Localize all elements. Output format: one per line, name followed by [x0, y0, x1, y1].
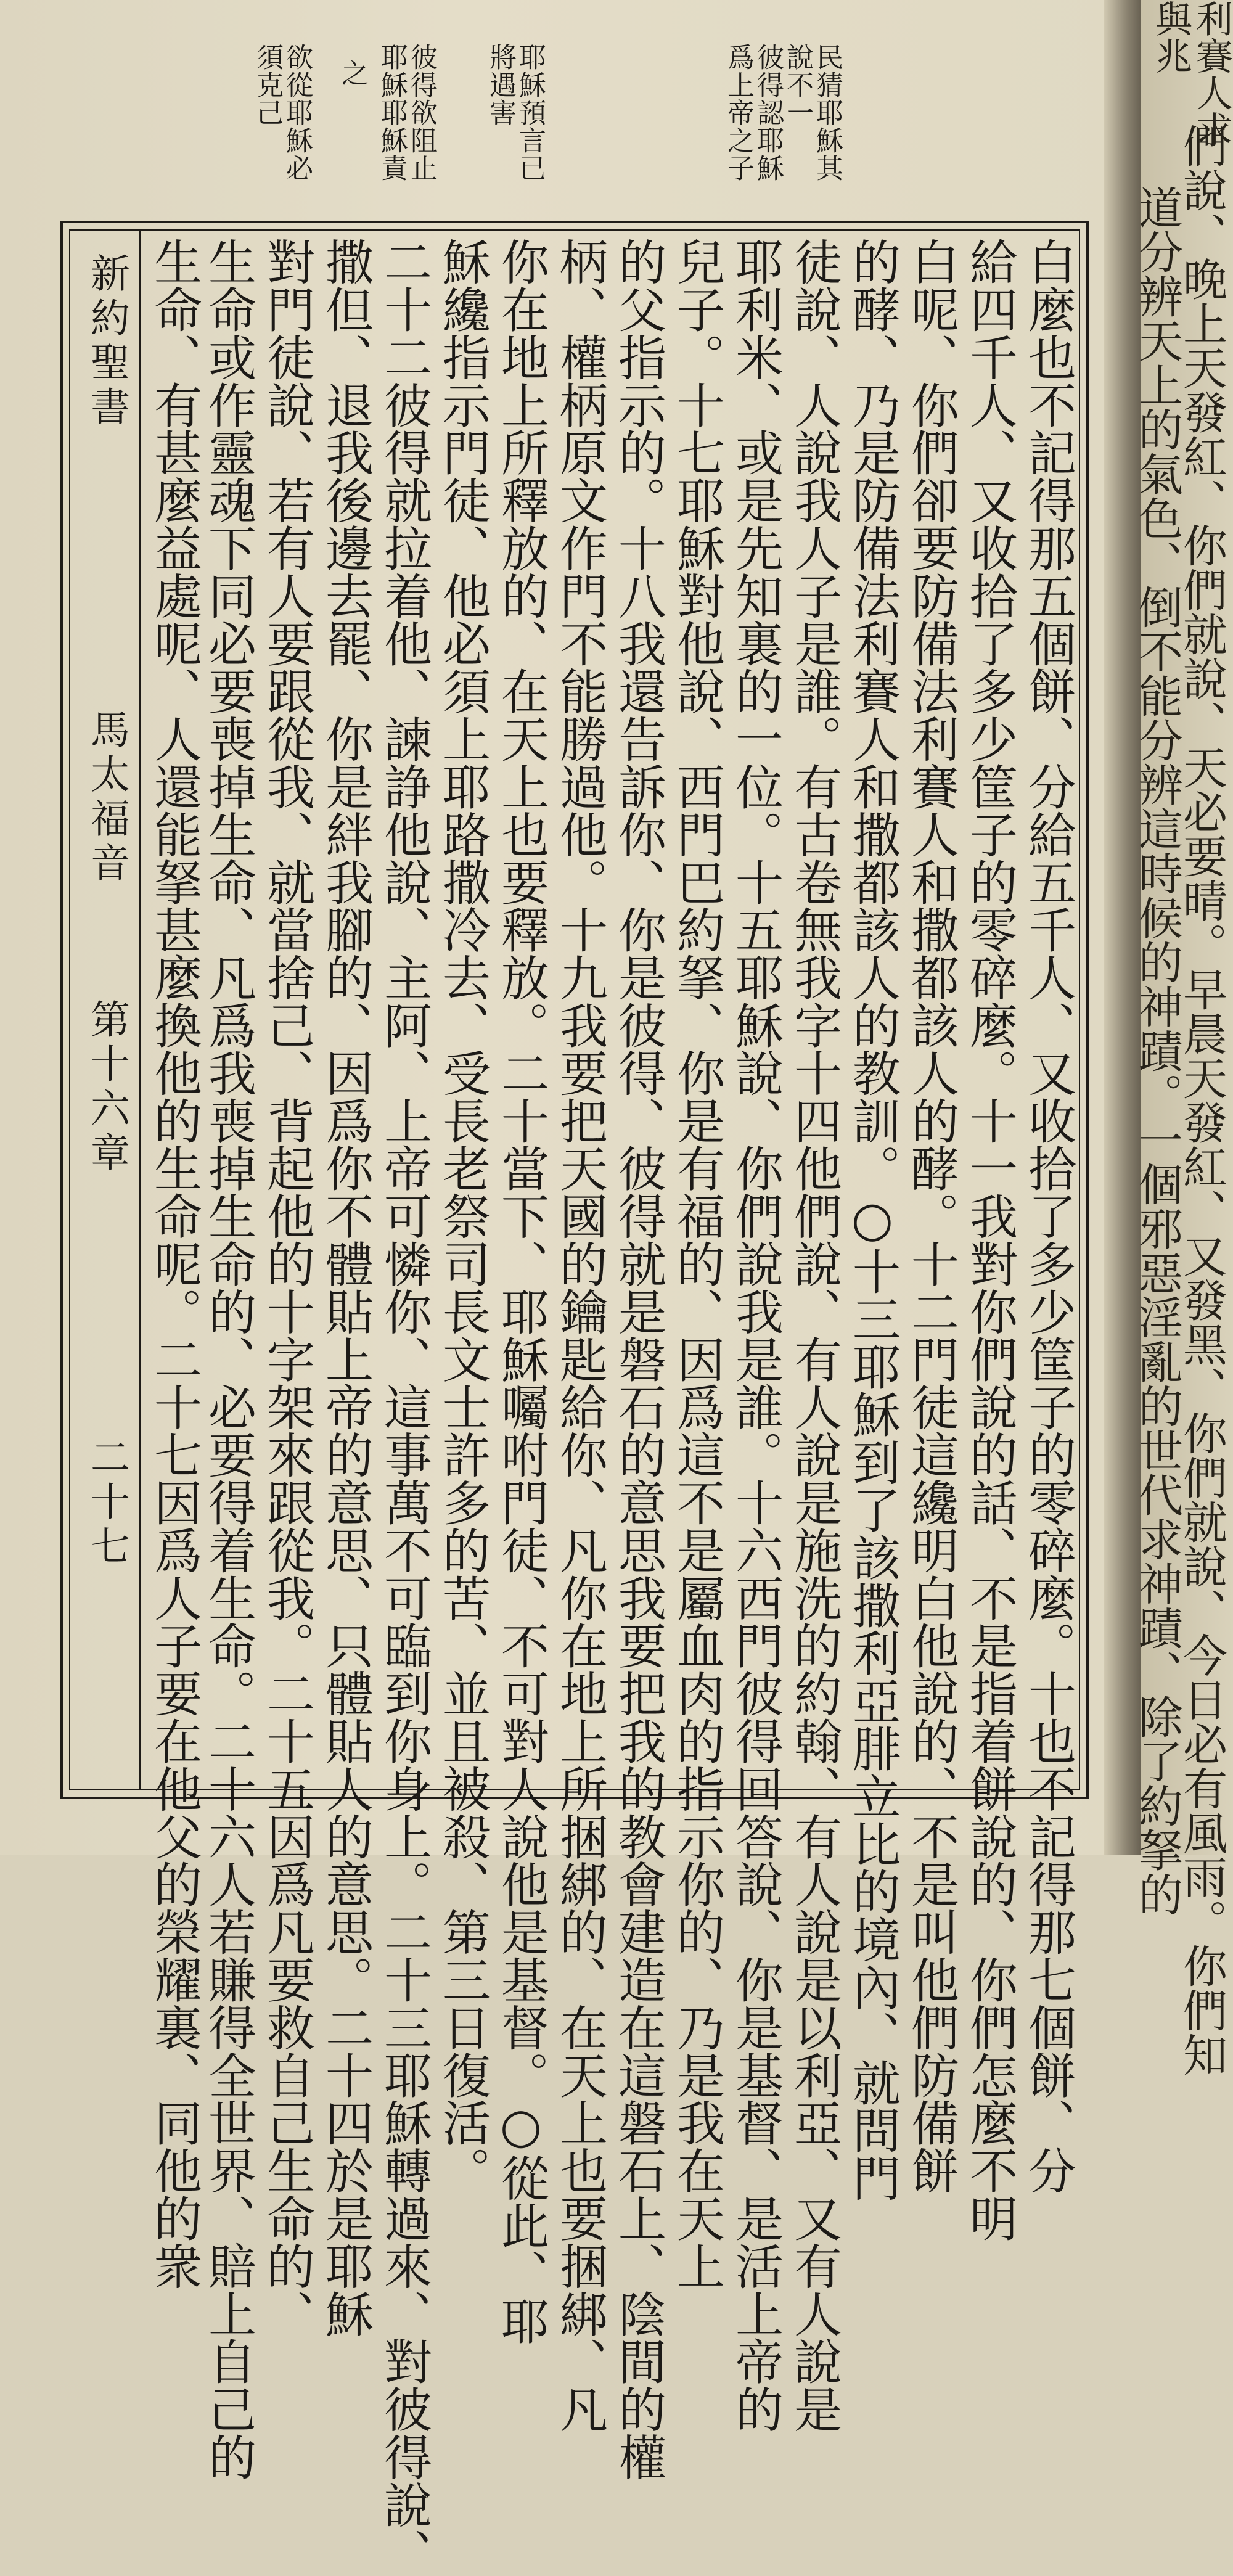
running-head-title: 新約聖書 — [84, 253, 129, 430]
body-column: 的酵、乃是防備法利賽人和撒都該人的教訓。○十三耶穌到了該撒利亞腓立比的境內、就問門 — [845, 237, 900, 2202]
body-column: 撒但、退我後邊去罷、你是絆我腳的、因爲你不體貼上帝的意思、只體貼人的意思。二十四於是耶穌 — [317, 237, 373, 2337]
body-column: 徒說、人說我人子是誰。有古卷無我字十四他們說、有人說是施洗的約翰、有人說是以利亞、又有人說是 — [786, 237, 842, 2433]
running-head-chapter: 第十六章 — [84, 999, 129, 1176]
body-column: 生命、有甚麼益處呢、人還能拏甚麼換他的生命呢。二十七因爲人子要在他父的榮耀裏、同他的衆 — [146, 237, 202, 2290]
side-note: 民猜耶穌其 — [811, 43, 843, 182]
side-note: 說不一 — [782, 43, 813, 126]
page-number: 二十七 — [84, 1437, 129, 1570]
next-page-column-2: 道分辨天上的氣色、倒不能分辨這時候的神蹟。一個邪惡淫亂的世代求神蹟、除了約拏的 — [1131, 185, 1183, 1916]
side-note: 之 — [337, 59, 368, 87]
body-column: 白麼也不記得那五個餅、分給五千人、又收拾了多少筐子的零碎麼。十也不記得那七個餅、分 — [1020, 237, 1076, 2194]
next-page-column: 們說、晚上天發紅、你們就說、天必要晴。早晨天發紅、又發黑、你們就說、今日必有風雨。你們知 — [1176, 123, 1227, 2077]
side-note: 須克己 — [252, 43, 283, 126]
side-note: 欲從耶穌必 — [281, 43, 313, 182]
body-column: 白呢、你們卻要防備法利賽人和撒都該人的酵。十二門徒這纔明白他說的、不是叫他們防備餅 — [903, 237, 959, 2194]
body-column: 柄、權柄原文作門不能勝過他。十九我要把天國的鑰匙給你、凡你在地上所捆綁的、在天上也要捆綁、凡 — [552, 237, 607, 2433]
body-column: 穌纔指示門徒、他必須上耶路撒冷去、受長老祭司長文士許多的苦、並且被殺、第三日復活。 — [435, 237, 490, 2194]
next-page-side-note-2: 與兆 — [1149, 0, 1192, 74]
body-column: 你在地上所釋放的、在天上也要釋放。二十當下、耶穌囑咐門徒、不可對人說他是基督。○從此、耶 — [493, 237, 549, 2345]
body-column: 耶利米、或是先知裏的一位。十五耶穌說、你們說我是誰。十六西門彼得回答說、你是基督、是活上帝的 — [727, 237, 783, 2433]
side-note: 耶穌預言已 — [514, 43, 546, 182]
body-column: 二十二彼得就拉着他、諫諍他說、主阿、上帝可憐你、這事萬不可臨到你身上。二十三耶穌轉過來、對彼得說、 — [376, 237, 432, 2576]
body-column: 對門徒說、若有人要跟從我、就當捨己、背起他的十字架來跟從我。二十五因爲凡要救自己生命的、 — [259, 237, 314, 2337]
running-head-rule — [139, 229, 141, 1790]
running-head-book: 馬太福音 — [84, 709, 129, 887]
side-note: 耶穌耶穌責 — [376, 43, 408, 182]
side-note: 將遇害 — [485, 43, 516, 126]
next-page-side-note: 利賽人求 — [1190, 0, 1233, 148]
next-page-edge — [1131, 0, 1233, 2077]
body-column: 生命或作靈魂下同必要喪掉生命、凡爲我喪掉生命的、必要得着生命。二十六人若賺得全世界、賠上自己的 — [200, 237, 256, 2480]
body-column: 給四千人、又收拾了多少筐子的零碎麼。十一我對你們說的話、不是指着餅說的、你們怎麼不明 — [962, 237, 1017, 2242]
body-column: 的父指示的。十八我還告訴你、你是彼得、彼得就是磐石的意思我要把我的教會建造在這磐石上、陰間的權 — [610, 237, 666, 2480]
side-note: 彼得認耶穌 — [752, 43, 784, 182]
side-note: 爲上帝之子 — [723, 43, 754, 182]
body-column: 兒子。十七耶穌對他說、西門巴約拏、你是有福的、因爲這不是屬血肉的指示你的、乃是我在天上 — [669, 237, 724, 2290]
side-note: 彼得欲阻止 — [406, 43, 437, 182]
